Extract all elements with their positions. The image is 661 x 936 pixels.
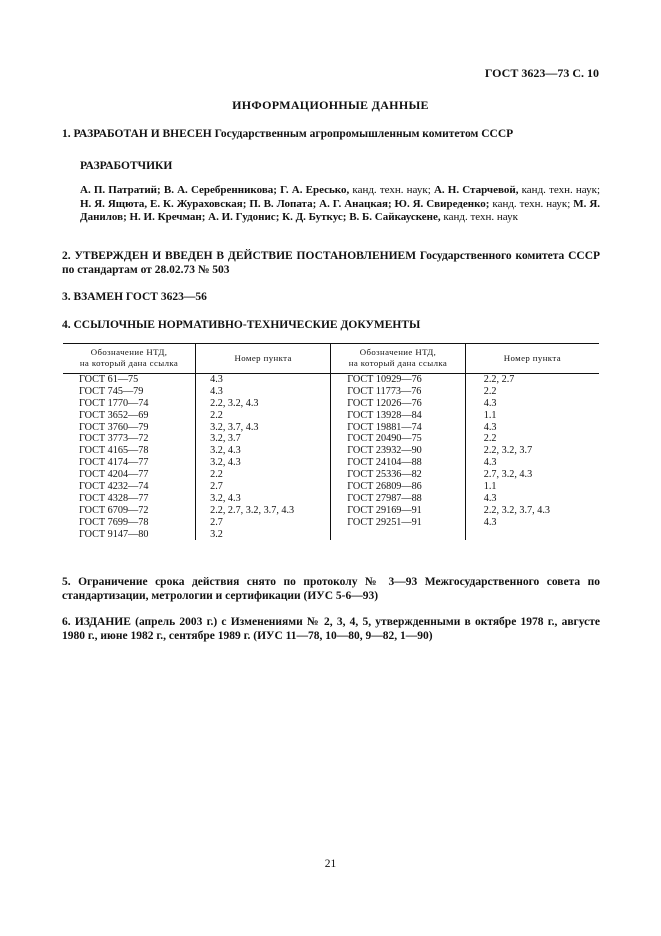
column-header-ntd: Обозначение НТД, на который дана ссылка (331, 344, 466, 374)
table-cell: ГОСТ 4165—78 (79, 445, 149, 457)
section-4-number: 4. (62, 319, 71, 331)
section-4-heading: ССЫЛОЧНЫЕ НОРМАТИВНО-ТЕХНИЧЕСКИЕ ДОКУМЕНТЫ (73, 319, 421, 331)
table-cell: ГОСТ 11773—76 (347, 385, 422, 397)
author-name: В. А. Серебренникова; (163, 184, 277, 196)
table-cell: 3.2, 4.3 (210, 445, 241, 457)
column-header-item: Номер пункта (196, 344, 331, 374)
section-3-number: 3. (62, 291, 71, 303)
table-cell: ГОСТ 19881—74 (347, 421, 422, 433)
section-5 (62, 575, 600, 603)
section-3-heading: ВЗАМЕН ГОСТ 3623—56 (73, 291, 207, 303)
table-cell: ГОСТ 13928—84 (347, 409, 422, 421)
author-name: А. Н. Старчевой, (433, 184, 519, 196)
section-4 (62, 318, 600, 332)
section-3 (62, 290, 600, 304)
section-2-heading: УТВЕРЖДЕН И ВВЕДЕН В ДЕЙСТВИЕ ПОСТАНОВЛЕНИЕМ (74, 250, 417, 262)
table-cell: ГОСТ 27987—88 (347, 492, 422, 504)
column-header-ntd: Обозначение НТД, на который дана ссылка (63, 344, 196, 374)
table-cell: 4.3 (483, 457, 497, 469)
table-cell: ГОСТ 3760—79 (79, 421, 149, 433)
table-cell: ГОСТ 4174—77 (79, 457, 149, 469)
column-header-item: Номер пункта (465, 344, 599, 374)
table-cell: 3.2, 4.3 (210, 492, 241, 504)
authors-list (80, 184, 600, 225)
section-1-number: 1. (62, 128, 71, 140)
table-cell: 3.2, 4.3 (210, 457, 241, 469)
table-cell: 3.2 (210, 528, 223, 540)
table-cell: 1.1 (483, 409, 497, 421)
table-cell: 4.3 (210, 385, 223, 397)
table-cell: ГОСТ 10929—76 (347, 374, 422, 385)
table-cell: 4.3 (483, 516, 497, 528)
section-6 (62, 615, 600, 643)
table-cell: ГОСТ 12026—76 (347, 397, 422, 409)
author-name: А. П. Патратий; (80, 184, 161, 196)
table-cell: 2.2 (210, 409, 223, 421)
author-name: Г. А. Ересько, (280, 184, 350, 196)
table-body-row (63, 374, 599, 541)
table-cell: 3.2, 3.7 (210, 433, 241, 445)
author-degree: канд. техн. наук; (492, 197, 571, 210)
table-cell: ГОСТ 29169—91 (347, 504, 422, 516)
section-6-text: ИЗДАНИЕ (апрель 2003 г.) с Изменениями № 2, 3, 4, 5, утвержденными в октябре 1978 г., августе 1980 г., июне 1982 г., сентябре 1989 г. (ИУС 11—78, 10—80, 9—82, 1—90) (62, 616, 601, 642)
left-item-column (196, 374, 331, 541)
section-1-heading: РАЗРАБОТАН И ВНЕСЕН (73, 128, 212, 140)
table-cell: 2.7 (210, 516, 223, 528)
table-cell: 2.2, 2.7, 3.2, 3.7, 4.3 (210, 504, 295, 516)
page-header: ГОСТ 3623—73 С. 10 (484, 66, 599, 80)
author-degree: канд. техн. наук; (352, 184, 431, 196)
table-cell: ГОСТ 61—75 (79, 374, 139, 385)
references-table (63, 343, 599, 540)
table-cell: ГОСТ 4232—74 (79, 481, 149, 493)
author-degree: канд. техн. наук; (521, 184, 601, 196)
table-cell: 2.2 (483, 385, 497, 397)
section-1 (62, 127, 600, 141)
table-cell: 4.3 (483, 421, 497, 433)
table-cell: 2.2 (483, 433, 497, 445)
table-cell: ГОСТ 6709—72 (79, 504, 149, 516)
section-1-text: Государственным агропромышленным комитетом СССР (214, 128, 514, 140)
table-cell: 4.3 (483, 492, 497, 504)
table-cell: ГОСТ 29251—91 (347, 516, 422, 528)
table-cell: ГОСТ 20490—75 (347, 433, 422, 445)
developers-title: РАЗРАБОТЧИКИ (80, 160, 173, 172)
table-cell: ГОСТ 24104—88 (347, 457, 422, 469)
author-name: М. Я. Данилов; Н. И. Кречман; А. И. Гудонис; К. Д. Буткус; В. Б. Сайкаускене, (80, 197, 601, 224)
table-cell: 2.2, 3.2, 3.7, 4.3 (483, 504, 550, 516)
table-cell: 2.2, 2.7 (483, 374, 515, 385)
table-cell: ГОСТ 7699—78 (79, 516, 149, 528)
section-5-number: 5. (62, 576, 71, 588)
author-name: Н. Я. Ящюта, Е. К. Жураховская; П. В. Лопата; А. Г. Анацкая; Ю. Я. Свиреденко; (80, 197, 490, 210)
table-cell: 2.7, 3.2, 4.3 (483, 469, 533, 481)
table-cell: ГОСТ 745—79 (79, 385, 144, 397)
left-doc-column (63, 374, 196, 541)
section-5-text: Ограничение срока действия снято по протоколу № 3—93 Межгосударственного совета по стандартизации, метрологии и сертификации (ИУС 5-6—93) (62, 576, 601, 602)
table-header-row (63, 344, 599, 374)
table-cell: ГОСТ 25336—82 (347, 469, 422, 481)
table-cell: 4.3 (210, 374, 223, 385)
right-doc-column (331, 374, 466, 541)
page-title: ИНФОРМАЦИОННЫЕ ДАННЫЕ (232, 98, 429, 112)
table-cell: 4.3 (483, 397, 497, 409)
author-degree: канд. техн. наук (443, 211, 518, 224)
table-cell: 2.2, 3.2, 4.3 (210, 397, 259, 409)
table-cell: ГОСТ 3652—69 (79, 409, 149, 421)
right-item-column (465, 374, 599, 541)
table-cell: 1.1 (483, 481, 497, 493)
table-cell: ГОСТ 9147—80 (79, 528, 149, 540)
table-cell: ГОСТ 23932—90 (347, 445, 422, 457)
table-cell: ГОСТ 4204—77 (79, 469, 149, 481)
table-cell: 2.2, 3.2, 3.7 (483, 445, 533, 457)
table-cell: 3.2, 3.7, 4.3 (210, 421, 259, 433)
table-cell: ГОСТ 4328—77 (79, 492, 149, 504)
table-cell: 2.7 (210, 481, 223, 493)
table-cell: ГОСТ 26809—86 (347, 481, 422, 493)
section-2 (62, 249, 600, 277)
page-number: 21 (324, 858, 337, 870)
section-2-number: 2. (62, 250, 71, 262)
table-cell: 2.2 (210, 469, 223, 481)
table-cell: ГОСТ 1770—74 (79, 397, 149, 409)
section-2-text: Государственного комитета СССР по стандартам от 28.02.73 № 503 (62, 250, 601, 276)
section-6-number: 6. (62, 616, 71, 628)
table-cell: ГОСТ 3773—72 (79, 433, 149, 445)
